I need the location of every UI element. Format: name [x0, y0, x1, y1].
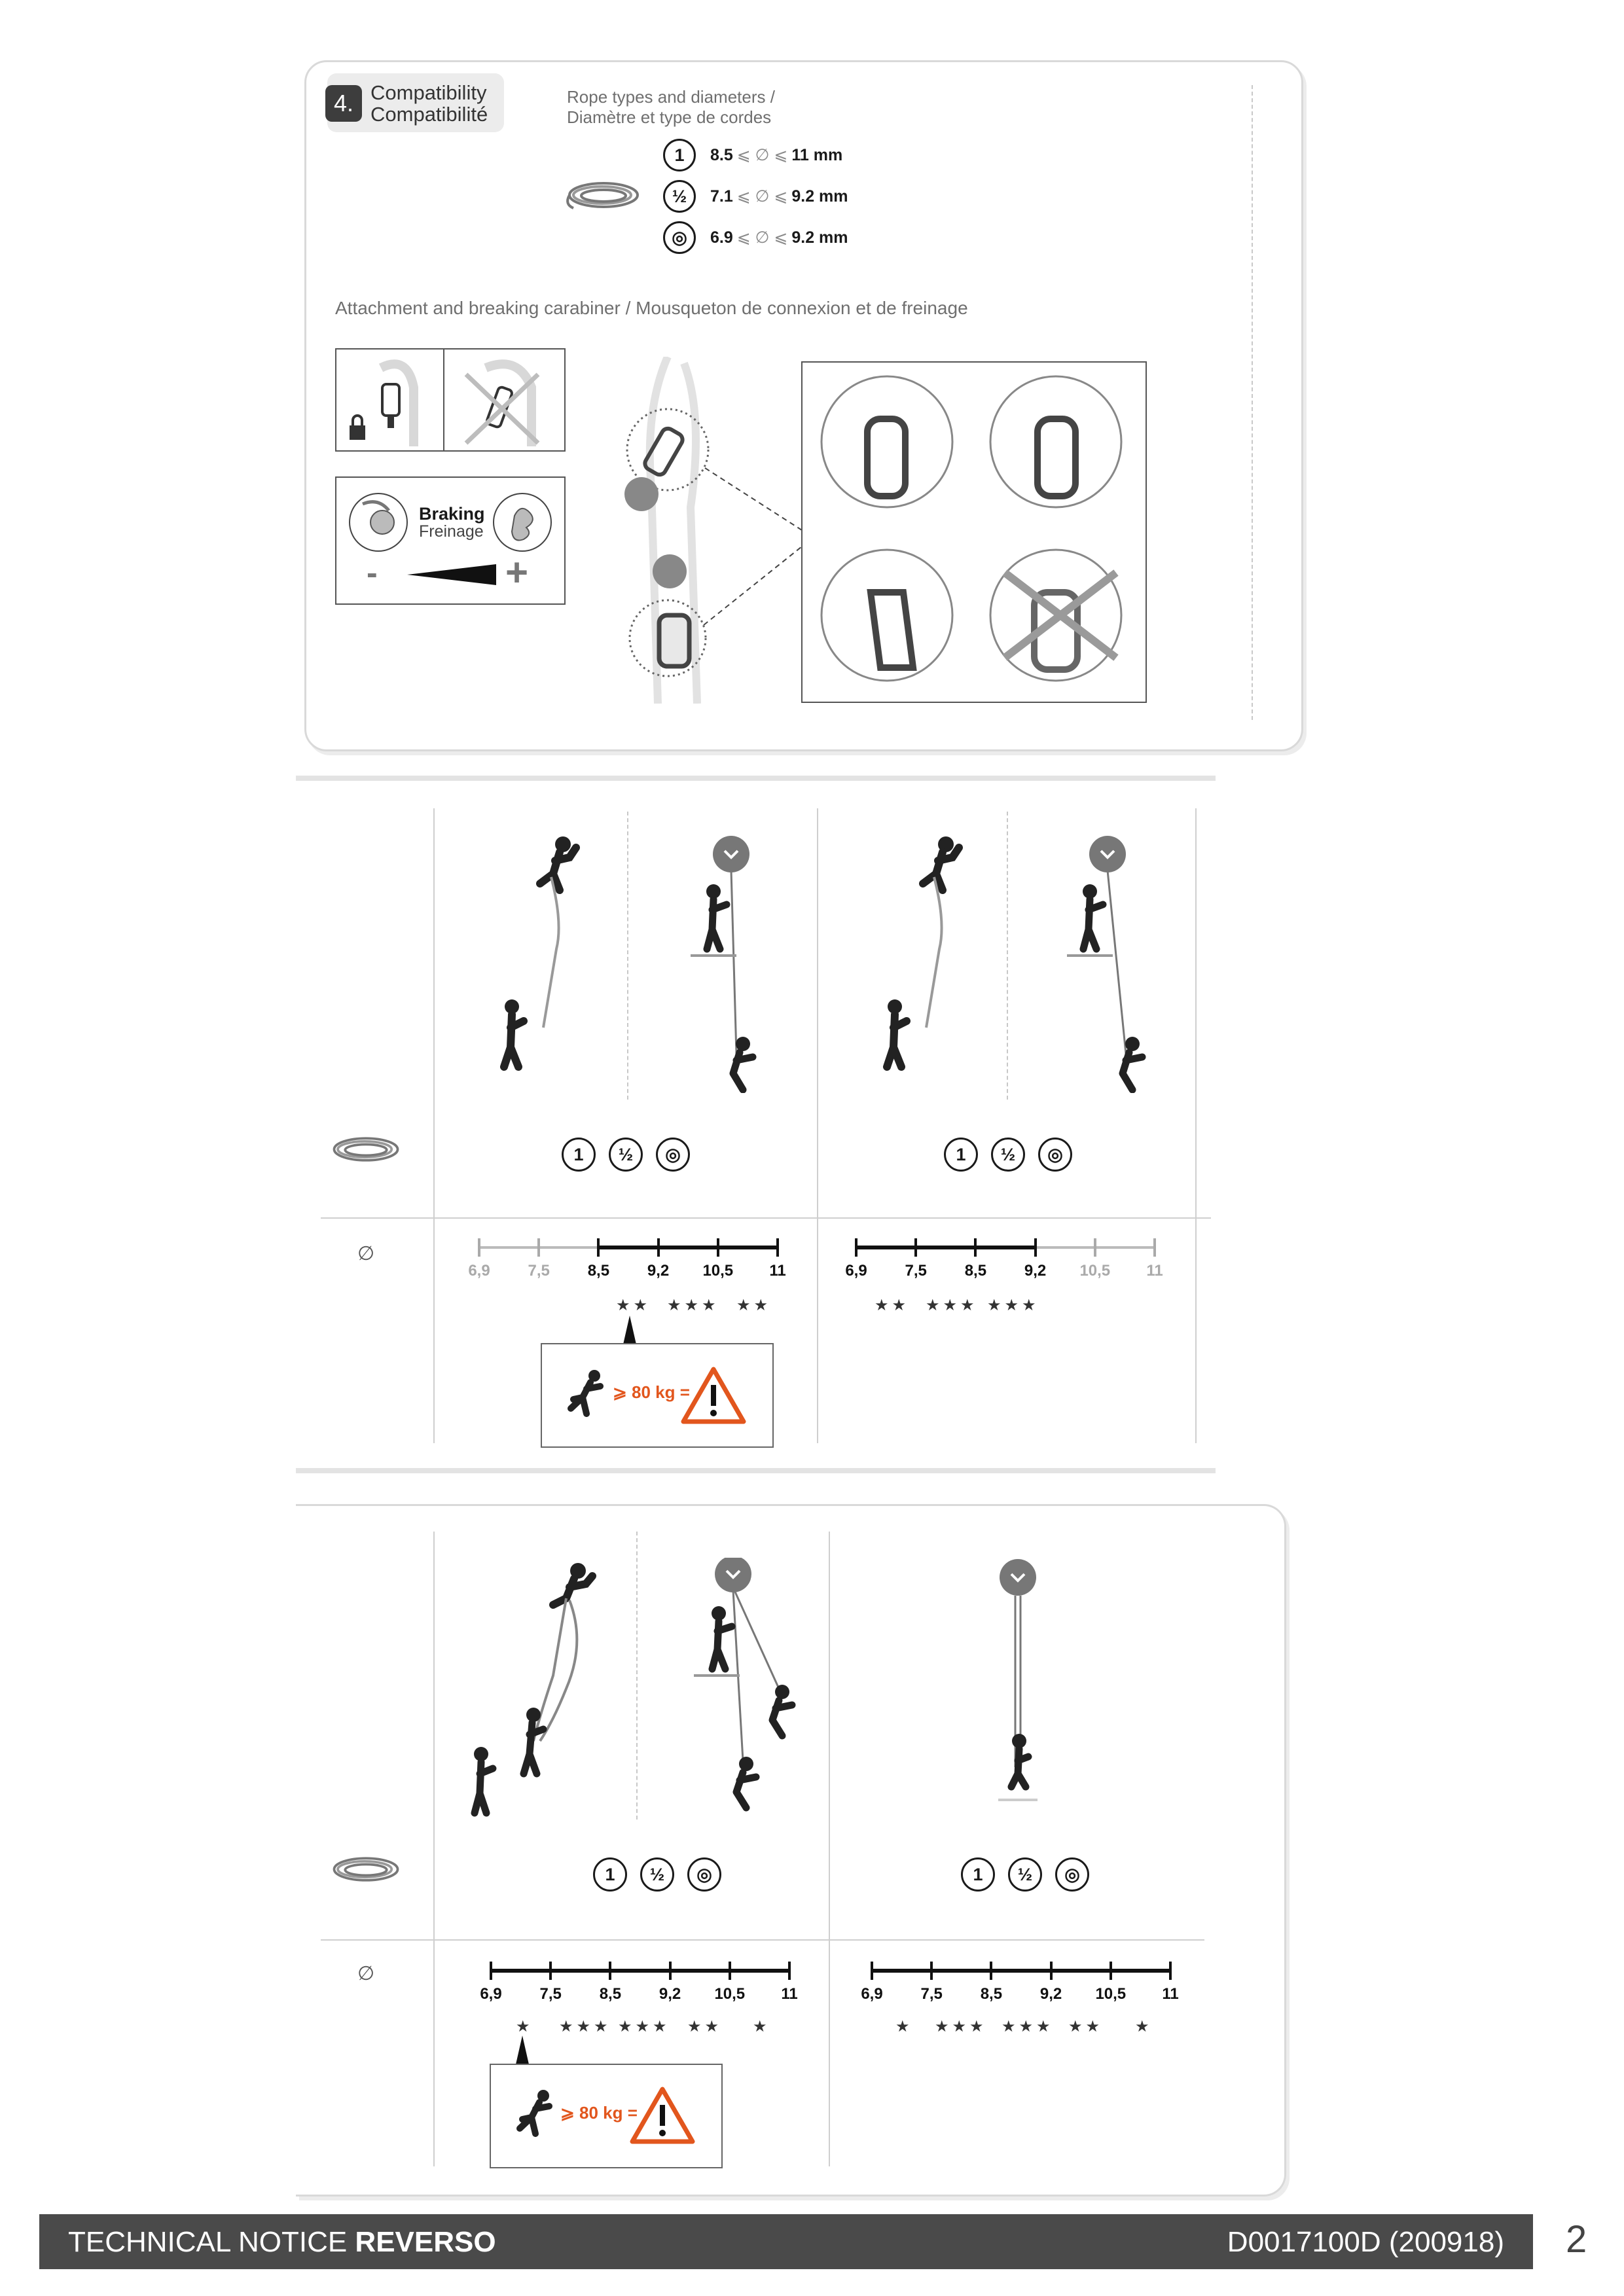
rappel-illustration — [979, 1558, 1057, 1820]
footer-reference: D0017100D (200918) — [1227, 2226, 1504, 2258]
scale-tick-label: 7,5 — [539, 1985, 562, 2003]
rope-coil-icon — [327, 1851, 405, 1888]
scale-tick-label: 8,5 — [964, 1262, 987, 1280]
rope-row-min: 6.9 — [710, 228, 733, 247]
star-rating: ★★ — [736, 1297, 772, 1314]
star-rating: ★ — [895, 2018, 913, 2036]
single-rope-symbol: 1 — [663, 139, 696, 171]
half-rope-symbol: ½ — [991, 1138, 1025, 1172]
panel2-right-rope-symbols — [961, 1857, 1089, 1892]
scale-active-range — [598, 1246, 778, 1249]
scale-tick-label: 11 — [1162, 1985, 1179, 2003]
braking-plus: + — [505, 550, 529, 594]
rope-row-twin — [663, 221, 848, 254]
star-rating: ★★ — [687, 2018, 723, 2036]
diameter-symbol: ∅ — [357, 1243, 375, 1265]
weight-warning-text: ⩾ 80 kg = — [560, 2103, 638, 2123]
twin-rope-symbol: ◎ — [687, 1857, 721, 1892]
scale-tick — [549, 1962, 552, 1980]
multipitch-top-rope-illustration — [681, 1558, 812, 1820]
carabiner-heading: Attachment and breaking carabiner / Mousqueton de connexion et de freinage — [335, 298, 968, 318]
page-number: 2 — [1566, 2218, 1587, 2261]
rope-row-min: 7.1 — [710, 187, 733, 206]
star-rating: ★★★ — [667, 1297, 719, 1314]
diameter-symbol: ∅ — [357, 1963, 375, 1984]
half-rope-symbol: ½ — [609, 1138, 643, 1172]
locking-carabiner-box — [335, 348, 566, 452]
scale-tick-label: 9,2 — [647, 1262, 670, 1280]
falling-climber-icon — [513, 2088, 559, 2140]
scale-tick-label: 11 — [1146, 1262, 1163, 1280]
half-rope-symbol: ½ — [640, 1857, 674, 1892]
rope-row-half — [663, 180, 848, 213]
scale-tick — [1153, 1238, 1156, 1257]
belay-top-rope-illustration — [671, 831, 795, 1093]
rope-row-single — [663, 139, 842, 171]
star-rating: ★★ — [616, 1297, 651, 1314]
scale-tick-label: 8,5 — [587, 1262, 610, 1280]
rope-row-min: 8.5 — [710, 145, 733, 164]
rope-row-max: 9.2 mm — [791, 228, 848, 247]
braking-minus: - — [367, 554, 378, 591]
half-rope-symbol: ½ — [663, 180, 696, 213]
rope-coil-icon — [327, 1131, 405, 1168]
scale-tick-label: 10,5 — [714, 1985, 746, 2003]
scale-tick — [974, 1238, 977, 1257]
scale-tick-label: 9,2 — [1039, 1985, 1062, 2003]
scale-tick-label: 6,9 — [861, 1985, 883, 2003]
warning-pointer — [516, 2036, 529, 2064]
rope-heading-fr: Diamètre et type de cordes — [567, 107, 772, 127]
star-rating: ★★★ — [1001, 2018, 1054, 2036]
rope-row-max: 11 mm — [791, 145, 843, 164]
scale-tick — [990, 1962, 992, 1980]
star-rating: ★★★ — [987, 1297, 1039, 1314]
scale-tick — [1169, 1962, 1172, 1980]
belay-lead-illustration-2 — [861, 831, 998, 1093]
scale-tick — [537, 1238, 540, 1257]
panel1-divider-right — [1195, 808, 1197, 1443]
scale-tick — [669, 1962, 672, 1980]
carabiner-detail-illustration — [605, 357, 1149, 704]
scale-tick-label: 6,9 — [468, 1262, 490, 1280]
scale-tick-label: 8,5 — [599, 1985, 622, 2003]
section-title-fr: Compatibilité — [370, 103, 488, 126]
twin-rope-symbol: ◎ — [656, 1138, 690, 1172]
star-rating: ★ — [753, 2018, 770, 2036]
panel1-divider-mid — [817, 808, 818, 1443]
star-rating: ★★ — [1068, 2018, 1104, 2036]
panel2-row-divider — [321, 1939, 1204, 1941]
scale-tick — [609, 1962, 611, 1980]
scale-p2-left — [480, 1960, 798, 2019]
rope-row-op: ⩽ ∅ ⩽ — [736, 187, 788, 206]
scale-tick-label: 9,2 — [659, 1985, 681, 2003]
scale-active-range — [491, 1969, 789, 1973]
scale-active-range — [856, 1246, 1036, 1249]
scale-tick-label: 10,5 — [702, 1262, 734, 1280]
scale-tick-label: 10,5 — [1095, 1985, 1127, 2003]
rope-row-op: ⩽ ∅ ⩽ — [736, 228, 788, 247]
scale-tick-label: 6,9 — [845, 1262, 867, 1280]
scale-tick — [478, 1238, 480, 1257]
falling-climber-icon — [564, 1368, 610, 1420]
panel2-dashed — [636, 1532, 638, 1820]
single-rope-symbol: 1 — [562, 1138, 596, 1172]
scale-tick — [717, 1238, 719, 1257]
scale-tick — [914, 1238, 917, 1257]
section-number: 4. — [325, 85, 362, 122]
panel1-dashed-right — [1007, 812, 1008, 1100]
scale-tick — [788, 1962, 791, 1980]
star-rating: ★★★ — [618, 2018, 670, 2036]
panel2-divider-mid — [829, 1532, 830, 2166]
scale-tick — [930, 1962, 933, 1980]
scale-tick — [1034, 1238, 1037, 1257]
rope-coil-icon — [564, 175, 643, 215]
scale-tick — [871, 1962, 873, 1980]
single-rope-symbol: 1 — [961, 1857, 995, 1892]
scale-tick-label: 7,5 — [920, 1985, 943, 2003]
scale-tick — [657, 1238, 660, 1257]
scale-tick — [1110, 1962, 1112, 1980]
multipitch-lead-illustration — [461, 1558, 625, 1820]
scale-tick-label: 6,9 — [480, 1985, 502, 2003]
star-rating: ★★★ — [926, 1297, 978, 1314]
scale-tick — [1094, 1238, 1096, 1257]
star-rating: ★ — [516, 2018, 533, 2036]
rope-heading-en: Rope types and diameters / — [567, 87, 775, 107]
card-edge-dashed — [1252, 85, 1253, 720]
belay-lead-illustration — [478, 831, 615, 1093]
star-rating: ★★★ — [559, 2018, 611, 2036]
scale-active-range — [872, 1969, 1170, 1973]
scale-tick-label: 10,5 — [1079, 1262, 1111, 1280]
star-rating: ★★ — [875, 1297, 910, 1314]
panel1-right-rope-symbols — [944, 1138, 1072, 1172]
single-rope-symbol: 1 — [593, 1857, 627, 1892]
panel1-row-divider — [321, 1217, 1211, 1219]
panel1-left-rope-symbols — [562, 1138, 690, 1172]
section-title-en: Compatibility — [370, 81, 487, 104]
scale-tick-label: 11 — [781, 1985, 798, 2003]
rope-row-op: ⩽ ∅ ⩽ — [736, 146, 788, 164]
scale-tick-label: 8,5 — [980, 1985, 1003, 2003]
twin-rope-symbol: ◎ — [1038, 1138, 1072, 1172]
warning-triangle-icon — [628, 2085, 696, 2145]
scale-tick-label: 9,2 — [1024, 1262, 1047, 1280]
braking-label-fr: Freinage — [419, 522, 484, 541]
panel1-dashed-left — [627, 812, 628, 1100]
scale-tick — [490, 1962, 492, 1980]
scale-tick-label: 11 — [769, 1262, 786, 1280]
footer-product: REVERSO — [355, 2226, 496, 2258]
single-rope-symbol: 1 — [944, 1138, 978, 1172]
scale-tick — [729, 1962, 731, 1980]
footer-bar — [39, 2214, 1533, 2269]
belay-top-rope-illustration-2 — [1047, 831, 1172, 1093]
scale-tick — [776, 1238, 779, 1257]
scale-p1-right — [845, 1237, 1163, 1296]
star-rating: ★★★ — [935, 2018, 987, 2036]
weight-warning-text: ⩾ 80 kg = — [613, 1382, 690, 1402]
panel2-divider-left — [433, 1532, 435, 2166]
scale-p1-left — [468, 1237, 786, 1296]
scale-tick-label: 7,5 — [905, 1262, 927, 1280]
star-rating: ★ — [1135, 2018, 1153, 2036]
twin-rope-symbol: ◎ — [663, 221, 696, 254]
scale-tick — [855, 1238, 857, 1257]
panel2-left-rope-symbols — [593, 1857, 721, 1892]
braking-label-en: Braking — [419, 504, 485, 524]
rope-row-max: 9.2 mm — [791, 187, 848, 206]
scale-p2-right — [861, 1960, 1179, 2019]
scale-tick — [597, 1238, 600, 1257]
footer-title — [68, 2226, 496, 2259]
twin-rope-symbol: ◎ — [1055, 1857, 1089, 1892]
half-rope-symbol: ½ — [1008, 1857, 1042, 1892]
scale-tick-label: 7,5 — [528, 1262, 550, 1280]
scale-tick — [1050, 1962, 1053, 1980]
warning-pointer — [623, 1316, 636, 1344]
warning-triangle-icon — [679, 1365, 748, 1426]
footer-prefix: TECHNICAL NOTICE — [68, 2226, 355, 2258]
panel1-divider-left — [433, 808, 435, 1443]
